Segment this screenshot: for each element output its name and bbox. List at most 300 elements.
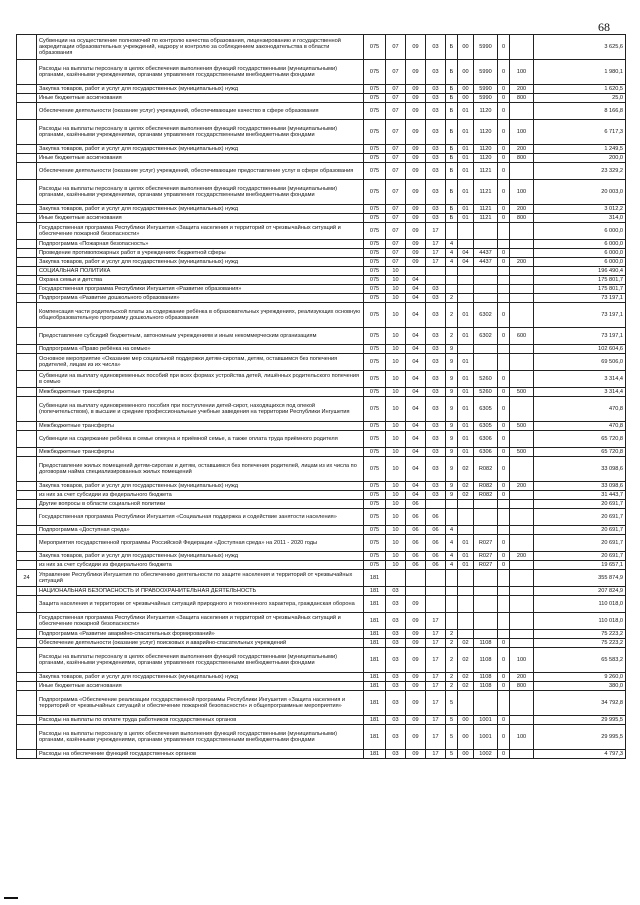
cell-c5: 9: [446, 422, 458, 431]
cell-c3: 06: [406, 561, 426, 570]
cell-c4: 03: [426, 491, 446, 500]
cell-c1: 075: [364, 388, 386, 397]
cell-sum: 69 506,0: [534, 354, 626, 371]
table-row: [17, 60, 626, 85]
cell-c3: 09: [406, 639, 426, 648]
table-row: [17, 673, 626, 682]
cell-sum: 355 874,9: [534, 570, 626, 587]
cell-name: Иные бюджетные ассигнования: [37, 682, 364, 691]
cell-c9: 200: [510, 482, 534, 491]
cell-c9: 200: [510, 552, 534, 561]
cell-c9: [510, 163, 534, 180]
cell-sum: 73 197,1: [534, 294, 626, 303]
cell-sum: 380,0: [534, 682, 626, 691]
cell-c2: 07: [386, 180, 406, 205]
cell-sum: 6 000,0: [534, 258, 626, 267]
cell-name: Подпрограмма «Пожарная безопасность»: [37, 240, 364, 249]
table-row: [17, 345, 626, 354]
cell-c2: 07: [386, 223, 406, 240]
cell-c4: [426, 570, 446, 587]
cell-c2: 10: [386, 448, 406, 457]
table-row: [17, 457, 626, 482]
cell-sum: 3 625,6: [534, 35, 626, 60]
cell-c1: 075: [364, 354, 386, 371]
cell-c2: 03: [386, 587, 406, 596]
cell-c8: [498, 500, 510, 509]
cell-name: Подпрограмма «Развитие дошкольного образования»: [37, 294, 364, 303]
cell-c5: 4: [446, 258, 458, 267]
cell-c8: [498, 691, 510, 716]
cell-c4: 03: [426, 354, 446, 371]
cell-c6: 01: [458, 561, 474, 570]
cell-c1: 075: [364, 431, 386, 448]
cell-c1: 075: [364, 249, 386, 258]
table-row: [17, 725, 626, 750]
cell-sum: 23 329,2: [534, 163, 626, 180]
cell-c6: [458, 596, 474, 613]
cell-c5: 9: [446, 482, 458, 491]
cell-no: [17, 750, 37, 759]
cell-c9: 200: [510, 258, 534, 267]
cell-sum: 102 604,6: [534, 345, 626, 354]
cell-name: Расходы на выплаты персоналу в целях обеспечения выполнения функций государственными (муниципальными) органами, казёнными учреждениями, органами управления государственными внебюджетными фондами: [37, 120, 364, 145]
cell-c8: [498, 285, 510, 294]
cell-c1: 075: [364, 561, 386, 570]
cell-c9: 200: [510, 673, 534, 682]
cell-name: Закупка товаров, работ и услуг для государственных (муниципальных) нужд: [37, 258, 364, 267]
cell-c1: 075: [364, 154, 386, 163]
cell-c7: R082: [474, 491, 498, 500]
cell-c9: [510, 294, 534, 303]
cell-c2: 10: [386, 354, 406, 371]
cell-c4: [426, 276, 446, 285]
cell-sum: 1 620,5: [534, 85, 626, 94]
cell-c6: 02: [458, 457, 474, 482]
cell-c9: [510, 691, 534, 716]
cell-c6: 00: [458, 60, 474, 85]
cell-no: [17, 223, 37, 240]
cell-c3: 04: [406, 482, 426, 491]
cell-no: [17, 630, 37, 639]
table-row: [17, 509, 626, 526]
cell-c5: Б: [446, 120, 458, 145]
cell-c7: [474, 276, 498, 285]
cell-c6: [458, 526, 474, 535]
cell-c7: [474, 570, 498, 587]
cell-c3: 09: [406, 103, 426, 120]
table-row: [17, 750, 626, 759]
cell-sum: 20 691,7: [534, 552, 626, 561]
cell-no: [17, 85, 37, 94]
cell-no: [17, 294, 37, 303]
cell-c6: [458, 630, 474, 639]
cell-c1: 181: [364, 725, 386, 750]
cell-c6: 01: [458, 154, 474, 163]
cell-name: Предоставление жилых помещений детям-сиротам и детям, оставшимся без попечения родителей, лицам из их числа по договорам найма специализированных жилых помещений: [37, 457, 364, 482]
cell-c2: 03: [386, 630, 406, 639]
cell-c6: 01: [458, 180, 474, 205]
cell-name: Субвенции на осуществление полномочий по контролю качества образования, лицензированию и государственной аккредитации образовательных учреждений, надзору и контролю за соблюдением законодательства в области образования: [37, 35, 364, 60]
cell-name: Управление Республики Ингушетия по обеспечению деятельности по защите населения и территорий от чрезвычайных ситуаций: [37, 570, 364, 587]
cell-c8: 0: [498, 648, 510, 673]
cell-c5: 2: [446, 303, 458, 328]
cell-c4: 03: [426, 345, 446, 354]
cell-c1: 181: [364, 691, 386, 716]
cell-c1: 075: [364, 422, 386, 431]
cell-c2: 10: [386, 482, 406, 491]
cell-c5: 9: [446, 431, 458, 448]
cell-c1: 075: [364, 328, 386, 345]
cell-c4: 03: [426, 457, 446, 482]
cell-no: [17, 145, 37, 154]
cell-c5: 5: [446, 716, 458, 725]
cell-no: [17, 457, 37, 482]
table-row: [17, 120, 626, 145]
cell-no: [17, 596, 37, 613]
cell-c8: 0: [498, 60, 510, 85]
cell-c7: 5260: [474, 371, 498, 388]
cell-c3: 04: [406, 457, 426, 482]
cell-sum: 20 691,7: [534, 526, 626, 535]
cell-c2: 07: [386, 120, 406, 145]
cell-c8: 0: [498, 163, 510, 180]
cell-c3: 09: [406, 154, 426, 163]
table-row: [17, 596, 626, 613]
cell-sum: 6 000,0: [534, 249, 626, 258]
cell-c1: 075: [364, 397, 386, 422]
cell-c3: 09: [406, 94, 426, 103]
cell-c6: [458, 267, 474, 276]
cell-c7: 5990: [474, 85, 498, 94]
cell-c8: 0: [498, 422, 510, 431]
page-number: 68: [598, 20, 610, 34]
cell-c5: 2: [446, 673, 458, 682]
cell-name: Обеспечение деятельности (оказание услуг) учреждений, обеспечивающие качество в сфере образования: [37, 103, 364, 120]
cell-name: Обеспечение деятельности (оказание услуг) поисковых и аварийно-спасательных учреждений: [37, 639, 364, 648]
cell-c8: [498, 526, 510, 535]
cell-c7: 1121: [474, 205, 498, 214]
cell-name: Компенсация части родительской платы за содержание ребёнка в образовательных учреждениях, реализующих основную общеобразовательную программу дошкольного образования: [37, 303, 364, 328]
cell-c4: 17: [426, 613, 446, 630]
cell-c8: 0: [498, 552, 510, 561]
cell-c5: [446, 596, 458, 613]
cell-c1: 075: [364, 145, 386, 154]
cell-c7: [474, 691, 498, 716]
cell-name: Государственная программа Республики Ингушетия «Защита населения и территорий от чрезвычайных ситуаций и обеспечение пожарной безопасности»: [37, 613, 364, 630]
cell-c8: 0: [498, 85, 510, 94]
cell-c7: 1121: [474, 163, 498, 180]
cell-c7: 5990: [474, 35, 498, 60]
cell-c6: 01: [458, 448, 474, 457]
cell-c2: 10: [386, 294, 406, 303]
cell-c7: 1108: [474, 682, 498, 691]
cell-name: Закупка товаров, работ и услуг для государственных (муниципальных) нужд: [37, 85, 364, 94]
cell-c4: 03: [426, 422, 446, 431]
cell-c4: 17: [426, 223, 446, 240]
cell-c2: 07: [386, 240, 406, 249]
table-row: [17, 285, 626, 294]
cell-c1: 181: [364, 613, 386, 630]
cell-name: Закупка товаров, работ и услуг для государственных (муниципальных) нужд: [37, 205, 364, 214]
cell-sum: 19 657,1: [534, 561, 626, 570]
cell-sum: 73 197,1: [534, 328, 626, 345]
cell-c6: [458, 276, 474, 285]
cell-c7: 1001: [474, 716, 498, 725]
cell-c2: 07: [386, 145, 406, 154]
cell-c2: 07: [386, 94, 406, 103]
cell-c7: [474, 294, 498, 303]
cell-c1: 075: [364, 35, 386, 60]
cell-c1: 075: [364, 60, 386, 85]
cell-name: Межбюджетные трансферты: [37, 388, 364, 397]
cell-c3: 06: [406, 535, 426, 552]
cell-c6: [458, 223, 474, 240]
cell-c8: 0: [498, 431, 510, 448]
cell-c4: 17: [426, 691, 446, 716]
cell-sum: 65 720,8: [534, 431, 626, 448]
cell-no: 24: [17, 570, 37, 587]
cell-c6: 01: [458, 103, 474, 120]
cell-c4: 03: [426, 85, 446, 94]
cell-c1: 075: [364, 85, 386, 94]
cell-c8: 0: [498, 249, 510, 258]
cell-c9: [510, 276, 534, 285]
cell-c8: 0: [498, 457, 510, 482]
cell-c5: 9: [446, 388, 458, 397]
cell-c3: 04: [406, 397, 426, 422]
cell-c5: 4: [446, 535, 458, 552]
cell-c7: 1120: [474, 154, 498, 163]
cell-c5: [446, 500, 458, 509]
table-row: [17, 85, 626, 94]
table-row: [17, 431, 626, 448]
cell-c6: [458, 240, 474, 249]
cell-c2: 10: [386, 388, 406, 397]
cell-no: [17, 354, 37, 371]
cell-name: Государственная программа Республики Ингушетия «Защита населения и территорий от чрезвычайных ситуаций и обеспечение пожарной безопасности»: [37, 223, 364, 240]
cell-c1: 181: [364, 673, 386, 682]
cell-c9: [510, 345, 534, 354]
cell-name: из них за счет субсидии из федерального бюджета: [37, 491, 364, 500]
cell-c3: [406, 267, 426, 276]
cell-c9: [510, 267, 534, 276]
cell-c6: 02: [458, 682, 474, 691]
cell-name: Проведение противопожарных работ в учреждениях бюджетной сферы: [37, 249, 364, 258]
cell-c6: [458, 587, 474, 596]
cell-c8: [498, 630, 510, 639]
cell-c9: [510, 639, 534, 648]
cell-c3: 04: [406, 491, 426, 500]
table-row: [17, 587, 626, 596]
cell-c2: 03: [386, 639, 406, 648]
cell-c5: 4: [446, 249, 458, 258]
cell-sum: 4 797,3: [534, 750, 626, 759]
cell-c4: 17: [426, 639, 446, 648]
cell-c4: 03: [426, 431, 446, 448]
cell-c4: 17: [426, 240, 446, 249]
cell-no: [17, 716, 37, 725]
cell-c7: [474, 613, 498, 630]
cell-sum: 29 995,5: [534, 716, 626, 725]
cell-c8: 0: [498, 303, 510, 328]
cell-name: Обеспечение деятельности (оказание услуг) учреждений, обеспечивающие предоставление услуг в сфере образования: [37, 163, 364, 180]
cell-c6: 01: [458, 163, 474, 180]
cell-c4: 17: [426, 249, 446, 258]
cell-c6: 01: [458, 422, 474, 431]
cell-c1: 075: [364, 163, 386, 180]
cell-c3: 04: [406, 448, 426, 457]
cell-name: Расходы на выплаты персоналу в целях обеспечения выполнения функций государственными (муниципальными) органами, казёнными учреждениями, органами управления государственными внебюджетными фондами: [37, 648, 364, 673]
cell-c5: 9: [446, 491, 458, 500]
table-row: [17, 526, 626, 535]
cell-c3: 09: [406, 223, 426, 240]
cell-no: [17, 639, 37, 648]
cell-c1: 075: [364, 205, 386, 214]
cell-c8: 0: [498, 639, 510, 648]
cell-c3: 09: [406, 716, 426, 725]
cell-c9: [510, 285, 534, 294]
cell-c8: 0: [498, 448, 510, 457]
cell-c2: 03: [386, 596, 406, 613]
cell-c4: 03: [426, 482, 446, 491]
cell-no: [17, 120, 37, 145]
cell-c2: 10: [386, 535, 406, 552]
table-row: [17, 94, 626, 103]
cell-c1: 181: [364, 639, 386, 648]
cell-c5: 9: [446, 345, 458, 354]
cell-c8: [498, 240, 510, 249]
cell-c3: 09: [406, 35, 426, 60]
cell-sum: 175 801,7: [534, 285, 626, 294]
cell-c8: 0: [498, 561, 510, 570]
cell-no: [17, 535, 37, 552]
cell-c9: 800: [510, 214, 534, 223]
table-row: [17, 249, 626, 258]
cell-c8: 0: [498, 214, 510, 223]
cell-c8: 0: [498, 716, 510, 725]
cell-c1: 181: [364, 570, 386, 587]
table-row: [17, 180, 626, 205]
cell-c1: 075: [364, 509, 386, 526]
cell-sum: 1 980,1: [534, 60, 626, 85]
cell-c3: 09: [406, 60, 426, 85]
cell-c1: 075: [364, 94, 386, 103]
cell-c5: 5: [446, 691, 458, 716]
cell-c4: 03: [426, 294, 446, 303]
cell-c2: 07: [386, 35, 406, 60]
cell-c4: 17: [426, 258, 446, 267]
cell-c4: 03: [426, 60, 446, 85]
cell-c2: 07: [386, 214, 406, 223]
cell-c6: 01: [458, 303, 474, 328]
cell-c5: [446, 587, 458, 596]
cell-c6: 00: [458, 725, 474, 750]
cell-c1: 075: [364, 371, 386, 388]
cell-c9: [510, 561, 534, 570]
cell-sum: 8 166,8: [534, 103, 626, 120]
cell-c4: 03: [426, 35, 446, 60]
cell-c1: 075: [364, 180, 386, 205]
cell-c2: 03: [386, 648, 406, 673]
table-row: [17, 328, 626, 345]
cell-c8: [498, 294, 510, 303]
cell-name: Закупка товаров, работ и услуг для государственных (муниципальных) нужд: [37, 552, 364, 561]
cell-c9: [510, 223, 534, 240]
cell-sum: 6 000,0: [534, 223, 626, 240]
cell-c8: 0: [498, 258, 510, 267]
cell-c8: [498, 587, 510, 596]
cell-c9: [510, 491, 534, 500]
cell-c9: 200: [510, 205, 534, 214]
cell-no: [17, 526, 37, 535]
table-row: [17, 716, 626, 725]
cell-c3: 04: [406, 303, 426, 328]
cell-c6: 01: [458, 431, 474, 448]
cell-name: Защита населения и территории от чрезвычайных ситуаций природного и техногенного характера, гражданская оборона: [37, 596, 364, 613]
cell-c2: 10: [386, 457, 406, 482]
cell-c6: [458, 509, 474, 526]
cell-c7: R027: [474, 535, 498, 552]
table-row: [17, 648, 626, 673]
cell-c6: [458, 691, 474, 716]
cell-c4: 17: [426, 750, 446, 759]
cell-c9: [510, 103, 534, 120]
cell-c8: [498, 223, 510, 240]
cell-sum: 3 012,2: [534, 205, 626, 214]
cell-c1: 075: [364, 223, 386, 240]
cell-c4: [426, 500, 446, 509]
cell-c8: 0: [498, 94, 510, 103]
table-row: [17, 422, 626, 431]
table-row: [17, 205, 626, 214]
cell-no: [17, 388, 37, 397]
cell-c4: 03: [426, 371, 446, 388]
cell-c4: 06: [426, 561, 446, 570]
cell-c3: 09: [406, 258, 426, 267]
cell-c5: Б: [446, 214, 458, 223]
cell-name: Субвенции на выплату единовременных пособий при всех формах устройства детей, лишённых родительского попечения в семью: [37, 371, 364, 388]
cell-c5: 5: [446, 725, 458, 750]
cell-c6: [458, 500, 474, 509]
cell-c5: [446, 570, 458, 587]
cell-c5: [446, 267, 458, 276]
cell-c5: [446, 509, 458, 526]
cell-c5: 9: [446, 371, 458, 388]
cell-c1: 075: [364, 103, 386, 120]
cell-sum: 33 098,6: [534, 482, 626, 491]
cell-name: Расходы на выплаты по оплате труда работников государственных органов: [37, 716, 364, 725]
cell-c5: 4: [446, 240, 458, 249]
cell-c8: [498, 613, 510, 630]
cell-c1: 075: [364, 535, 386, 552]
cell-c3: 09: [406, 673, 426, 682]
table-row: [17, 682, 626, 691]
cell-c2: 07: [386, 205, 406, 214]
cell-c7: 5260: [474, 388, 498, 397]
cell-no: [17, 613, 37, 630]
cell-c4: 03: [426, 154, 446, 163]
cell-sum: 31 443,7: [534, 491, 626, 500]
table-row: [17, 354, 626, 371]
cell-c3: 09: [406, 682, 426, 691]
cell-c5: Б: [446, 94, 458, 103]
cell-c9: [510, 35, 534, 60]
cell-c8: [498, 345, 510, 354]
cell-sum: 196 490,4: [534, 267, 626, 276]
cell-sum: 470,8: [534, 422, 626, 431]
table-row: [17, 639, 626, 648]
cell-c2: 10: [386, 285, 406, 294]
